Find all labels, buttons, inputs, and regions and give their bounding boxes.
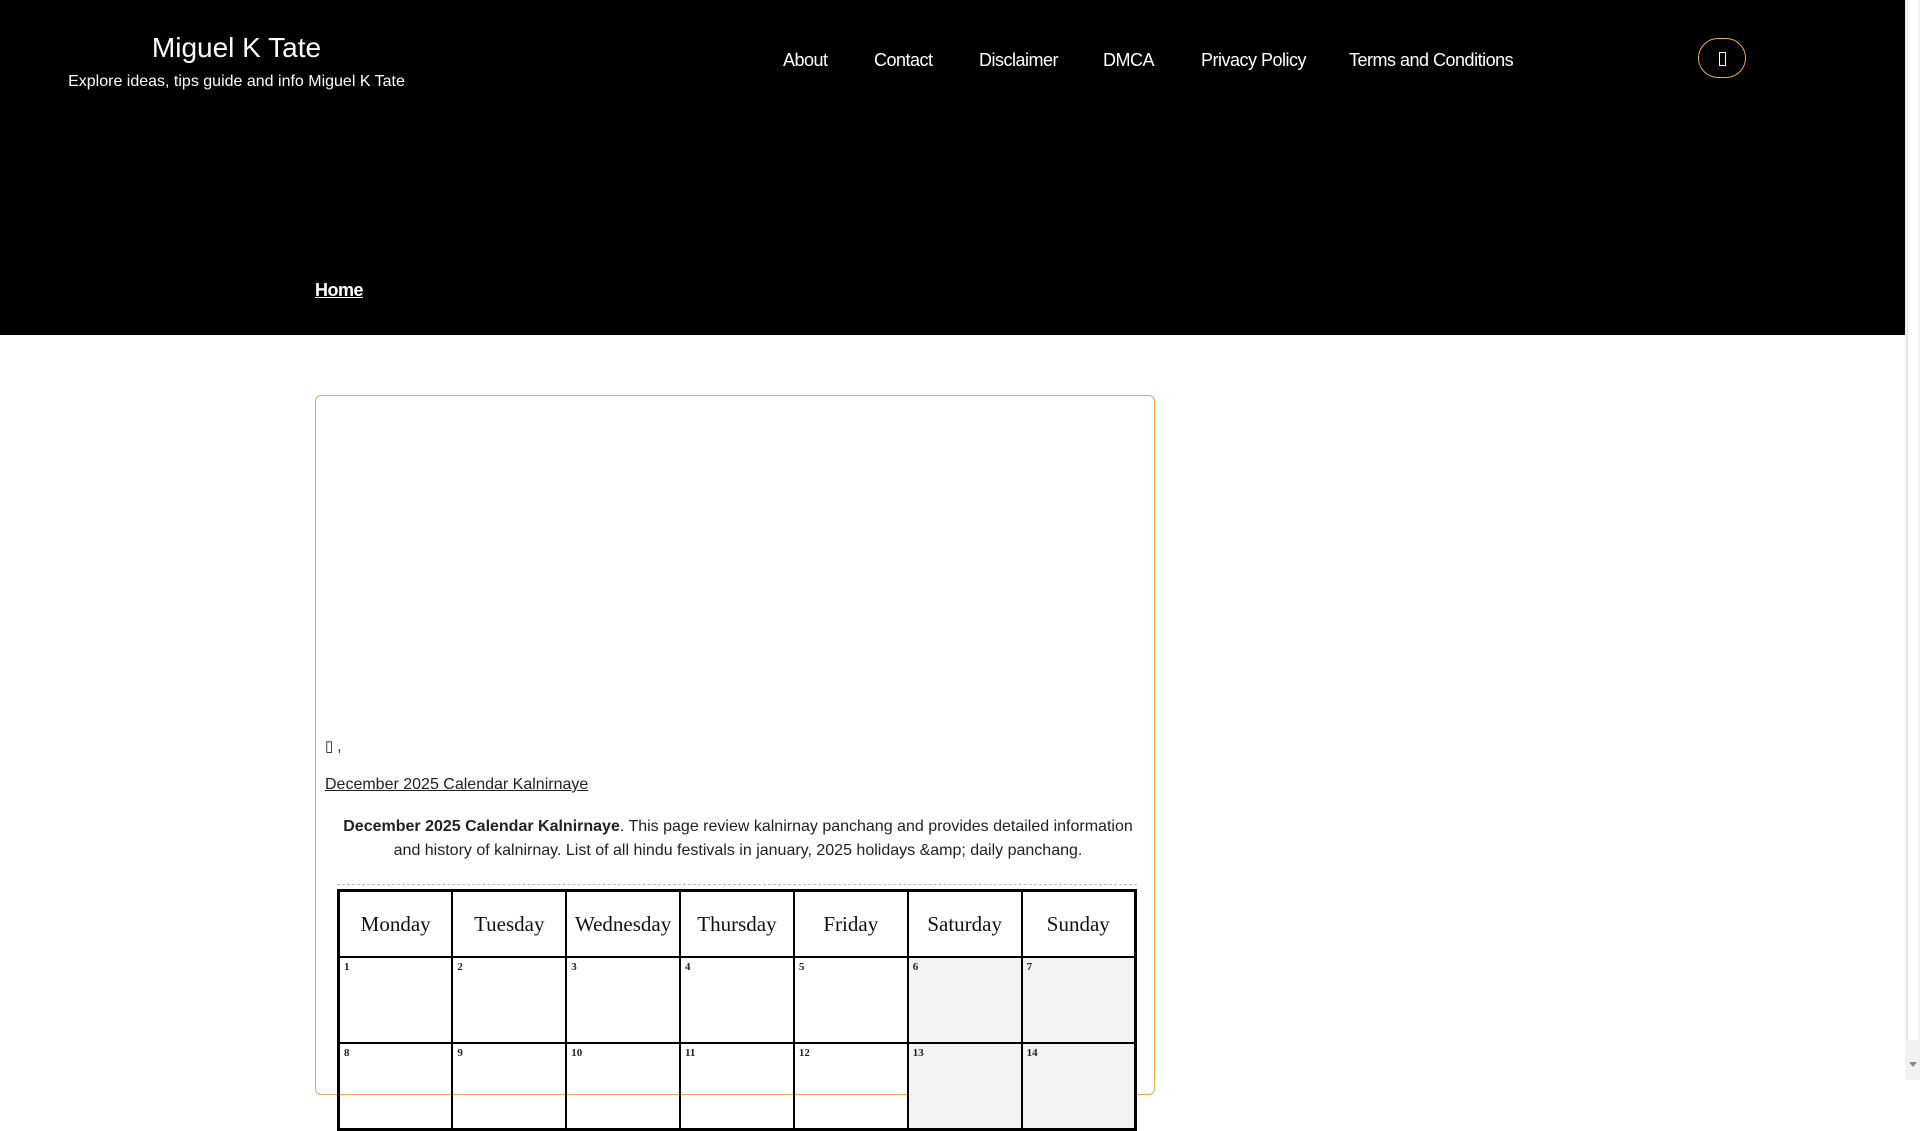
calendar-date-cell: 5 xyxy=(794,957,908,1043)
post-title-link[interactable]: December 2025 Calendar Kalnirnaye xyxy=(325,776,589,793)
calendar-date-cell: 12 xyxy=(794,1043,908,1130)
calendar-day-tuesday: Tuesday xyxy=(452,891,566,958)
calendar-image xyxy=(337,884,1137,1131)
calendar-day-thursday: Thursday xyxy=(680,891,794,958)
site-tagline: Explore ideas, tips guide and info Miguel K Tate xyxy=(68,73,405,90)
calendar-table xyxy=(337,889,1137,1131)
breadcrumb-home[interactable]: Home xyxy=(315,280,364,300)
calendar-date-cell: 7 xyxy=(1022,957,1136,1043)
calendar-week-row xyxy=(339,957,1136,1043)
search-icon xyxy=(1719,52,1726,66)
nav-dmca[interactable]: DMCA xyxy=(1103,50,1154,70)
nav-contact[interactable]: Contact xyxy=(874,50,933,70)
calendar-date-cell: 2 xyxy=(452,957,566,1043)
site-branding xyxy=(60,30,413,92)
site-header xyxy=(0,0,1905,335)
nav-about[interactable]: About xyxy=(783,50,828,70)
calendar-date-cell: 11 xyxy=(680,1043,794,1130)
calendar-date-cell: 14 xyxy=(1022,1043,1136,1130)
calendar-week-row xyxy=(339,1043,1136,1130)
scrollbar-thumb[interactable] xyxy=(1907,0,1918,1040)
calendar-day-saturday: Saturday xyxy=(908,891,1022,958)
calendar-day-monday: Monday xyxy=(339,891,453,958)
calendar-header-row xyxy=(339,891,1136,958)
scroll-down-arrow-icon[interactable] xyxy=(1909,1062,1917,1067)
site-title[interactable]: Miguel K Tate xyxy=(151,32,322,63)
calendar-day-friday: Friday xyxy=(794,891,908,958)
excerpt-bold-title: December 2025 Calendar Kalnirnaye xyxy=(343,818,620,835)
search-button[interactable] xyxy=(1698,38,1746,78)
post-meta: ▯ , xyxy=(325,738,342,755)
calendar-date-cell: 4 xyxy=(680,957,794,1043)
nav-disclaimer[interactable]: Disclaimer xyxy=(979,50,1059,70)
nav-privacy-policy[interactable]: Privacy Policy xyxy=(1201,50,1307,70)
post-excerpt xyxy=(330,815,1146,863)
calendar-day-wednesday: Wednesday xyxy=(566,891,680,958)
calendar-date-cell: 9 xyxy=(452,1043,566,1130)
calendar-date-cell: 1 xyxy=(339,957,453,1043)
nav-terms-and-conditions[interactable]: Terms and Conditions xyxy=(1349,50,1514,70)
excerpt-text: . This page review kalnirnay panchang and provides detailed information and history of kalnirnay. List of all hindu festivals in january, 2025 holidays &amp; daily panchang. xyxy=(393,818,1133,859)
calendar-date-cell: 6 xyxy=(908,957,1022,1043)
calendar-date-cell: 8 xyxy=(339,1043,453,1130)
calendar-date-cell: 10 xyxy=(566,1043,680,1130)
calendar-day-sunday: Sunday xyxy=(1022,891,1136,958)
calendar-date-cell: 3 xyxy=(566,957,680,1043)
calendar-date-cell: 13 xyxy=(908,1043,1022,1130)
post-card xyxy=(315,395,1155,1095)
